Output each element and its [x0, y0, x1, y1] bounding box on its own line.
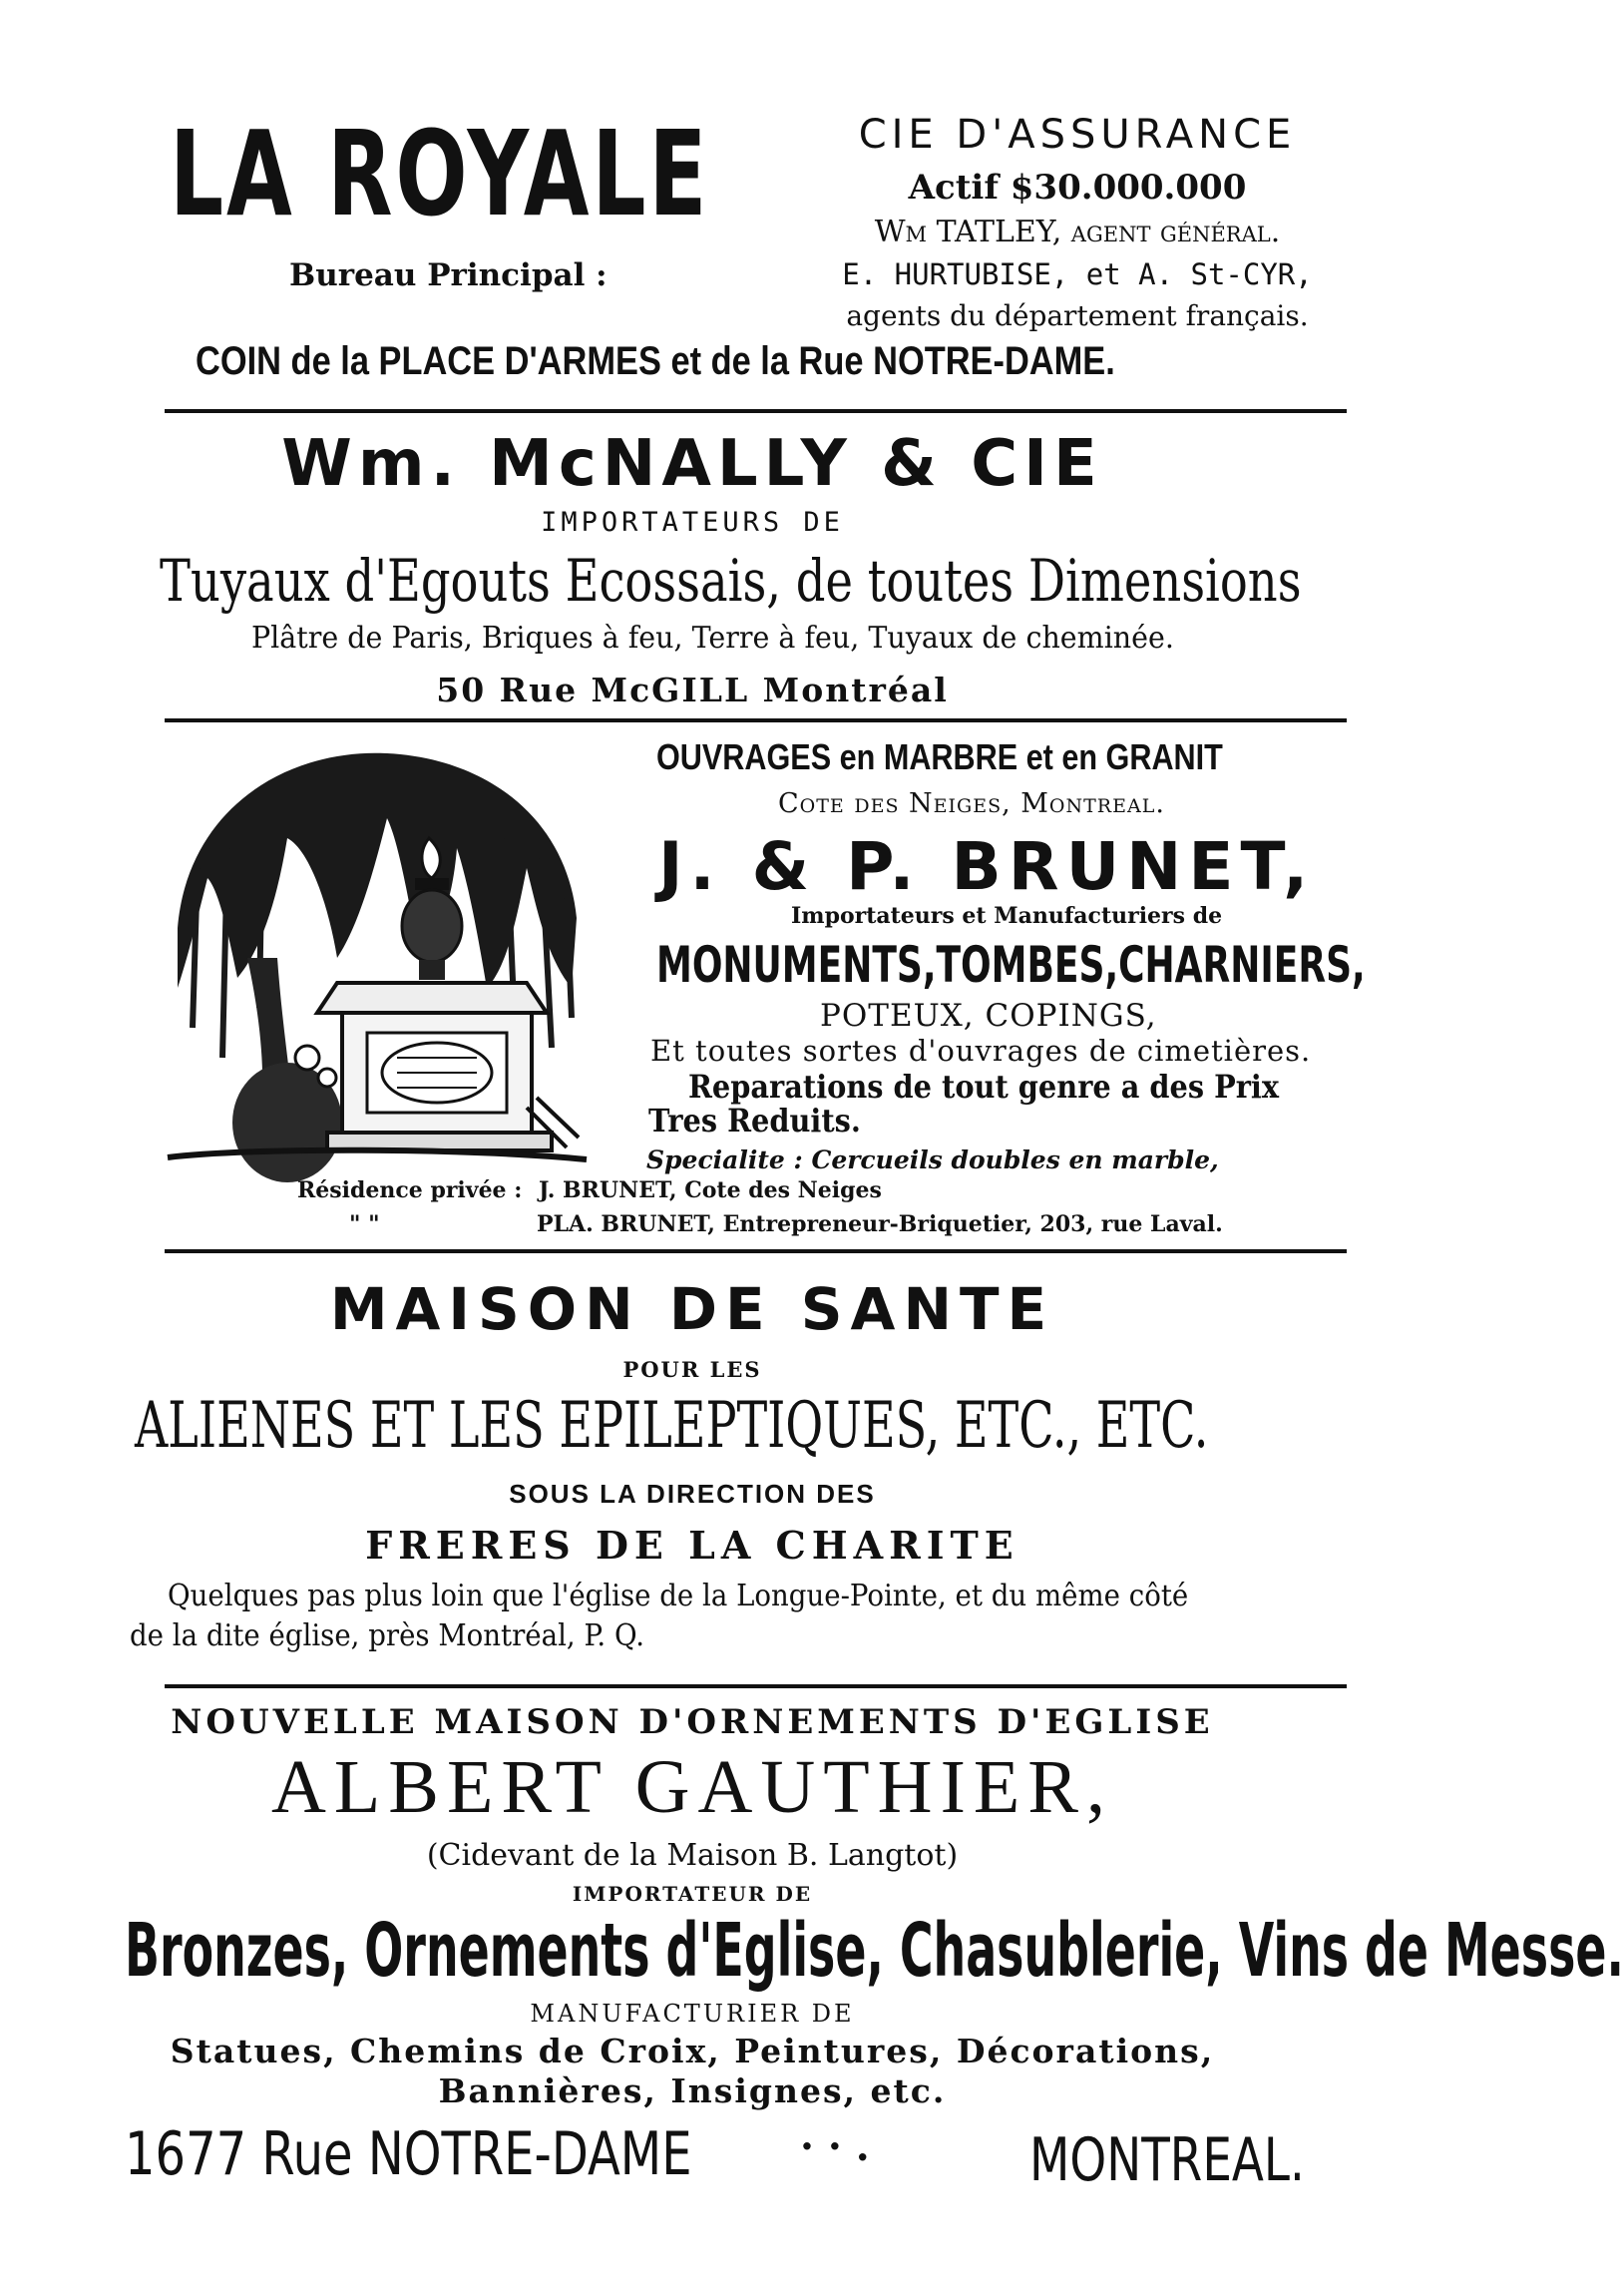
brunet-location: Cote des Neiges, Montreal.: [778, 788, 1165, 819]
brunet-name: J. & P. BRUNET,: [658, 828, 1316, 905]
brunet-residence-2: PLA. BRUNET, Entrepreneur-Briquetier, 203, rue Laval.: [537, 1211, 1223, 1237]
mcnally-importers: IMPORTATEURS DE: [541, 507, 844, 538]
gauthier-separator: · · .: [800, 2123, 870, 2170]
brunet-works: OUVRAGES en MARBRE et en GRANIT: [656, 736, 1223, 777]
mcnally-materials: Plâtre de Paris, Briques à feu, Terre à feu, Tuyaux de cheminée.: [251, 621, 1174, 656]
sante-location-line1: Quelques pas plus loin que l'église de la Longue-Pointe, et du même côté: [168, 1579, 1189, 1613]
sante-location-line2: de la dite église, près Montréal, P. Q.: [130, 1618, 645, 1653]
brunet-specialty: Specialite : Cercueils doubles en marble,: [646, 1145, 1219, 1174]
brunet-posts: POTEUX, COPINGS,: [820, 998, 1157, 1034]
brunet-cemetery: Et toutes sortes d'ouvrages de cimetières.: [650, 1034, 1312, 1068]
sante-title: MAISON DE SANTE: [329, 1275, 1055, 1343]
brunet-ditto-marks: " ": [349, 1211, 380, 1237]
gauthier-goods-line2: Bannières, Insignes, etc.: [438, 2071, 947, 2110]
gauthier-goods-line1: Statues, Chemins de Croix, Peintures, Décorations,: [170, 2032, 1215, 2070]
royale-address: COIN de la PLACE D'ARMES et de la Rue NOTRE-DAME.: [196, 339, 1115, 383]
brunet-monuments: MONUMENTS,TOMBES,CHARNIERS,: [656, 936, 1366, 994]
gauthier-city: MONTREAL.: [1029, 2125, 1305, 2195]
gauthier-manufacturer: MANUFACTURIER DE: [530, 2000, 855, 2028]
royale-assets: Actif $30.000.000: [908, 168, 1247, 208]
sante-for: POUR LES: [622, 1357, 762, 1382]
mcnally-address: 50 Rue McGILL Montréal: [436, 671, 949, 709]
brunet-residence-label: Résidence privée :: [297, 1177, 523, 1203]
gauthier-name: ALBERT GAUTHIER,: [271, 1745, 1113, 1829]
brunet-role: Importateurs et Manufacturiers de: [791, 903, 1223, 929]
royale-agents-line2: agents du département français.: [846, 299, 1309, 332]
gauthier-products: Bronzes, Ornements d'Eglise, Chasublerie, Vins de Messe.: [125, 1908, 1624, 1994]
gauthier-headline: NOUVELLE MAISON D'ORNEMENTS D'EGLISE: [171, 1702, 1214, 1742]
royale-agent-general: Wm TATLEY, agent général.: [874, 215, 1281, 249]
mcnally-name: Wm. McNALLY & CIE: [281, 427, 1103, 501]
brunet-residence-1: J. BRUNET, Cote des Neiges: [539, 1177, 882, 1203]
sante-patients: ALIENES ET LES EPILEPTIQUES, ETC., ETC.: [135, 1389, 1209, 1463]
royale-company-type: CIE D'ASSURANCE: [858, 112, 1297, 158]
gauthier-formerly: (Cidevant de la Maison B. Langtot): [426, 1838, 959, 1873]
sante-brothers: FRERES DE LA CHARITE: [365, 1523, 1019, 1568]
brunet-repairs-line1: Reparations de tout genre a des Prix: [688, 1068, 1280, 1106]
brunet-repairs-line2: Tres Reduits.: [648, 1102, 861, 1140]
mcnally-products: Tuyaux d'Egouts Ecossais, de toutes Dimensions: [160, 547, 1302, 615]
royale-agents-line1: E. HURTUBISE, et A. St-CYR,: [842, 257, 1313, 291]
royale-title: LA ROYALE: [170, 105, 710, 242]
divider-2: [165, 718, 1347, 722]
gauthier-address: 1677 Rue NOTRE-DAME: [125, 2119, 692, 2189]
sante-direction: SOUS LA DIRECTION DES: [509, 1479, 876, 1509]
divider-1: [165, 409, 1347, 413]
divider-3: [165, 1249, 1347, 1253]
gauthier-importer: IMPORTATEUR DE: [572, 1882, 813, 1906]
divider-4: [165, 1684, 1347, 1688]
royale-bureau-label: Bureau Principal :: [289, 257, 608, 293]
willow-monument-illustration: [168, 728, 587, 1167]
